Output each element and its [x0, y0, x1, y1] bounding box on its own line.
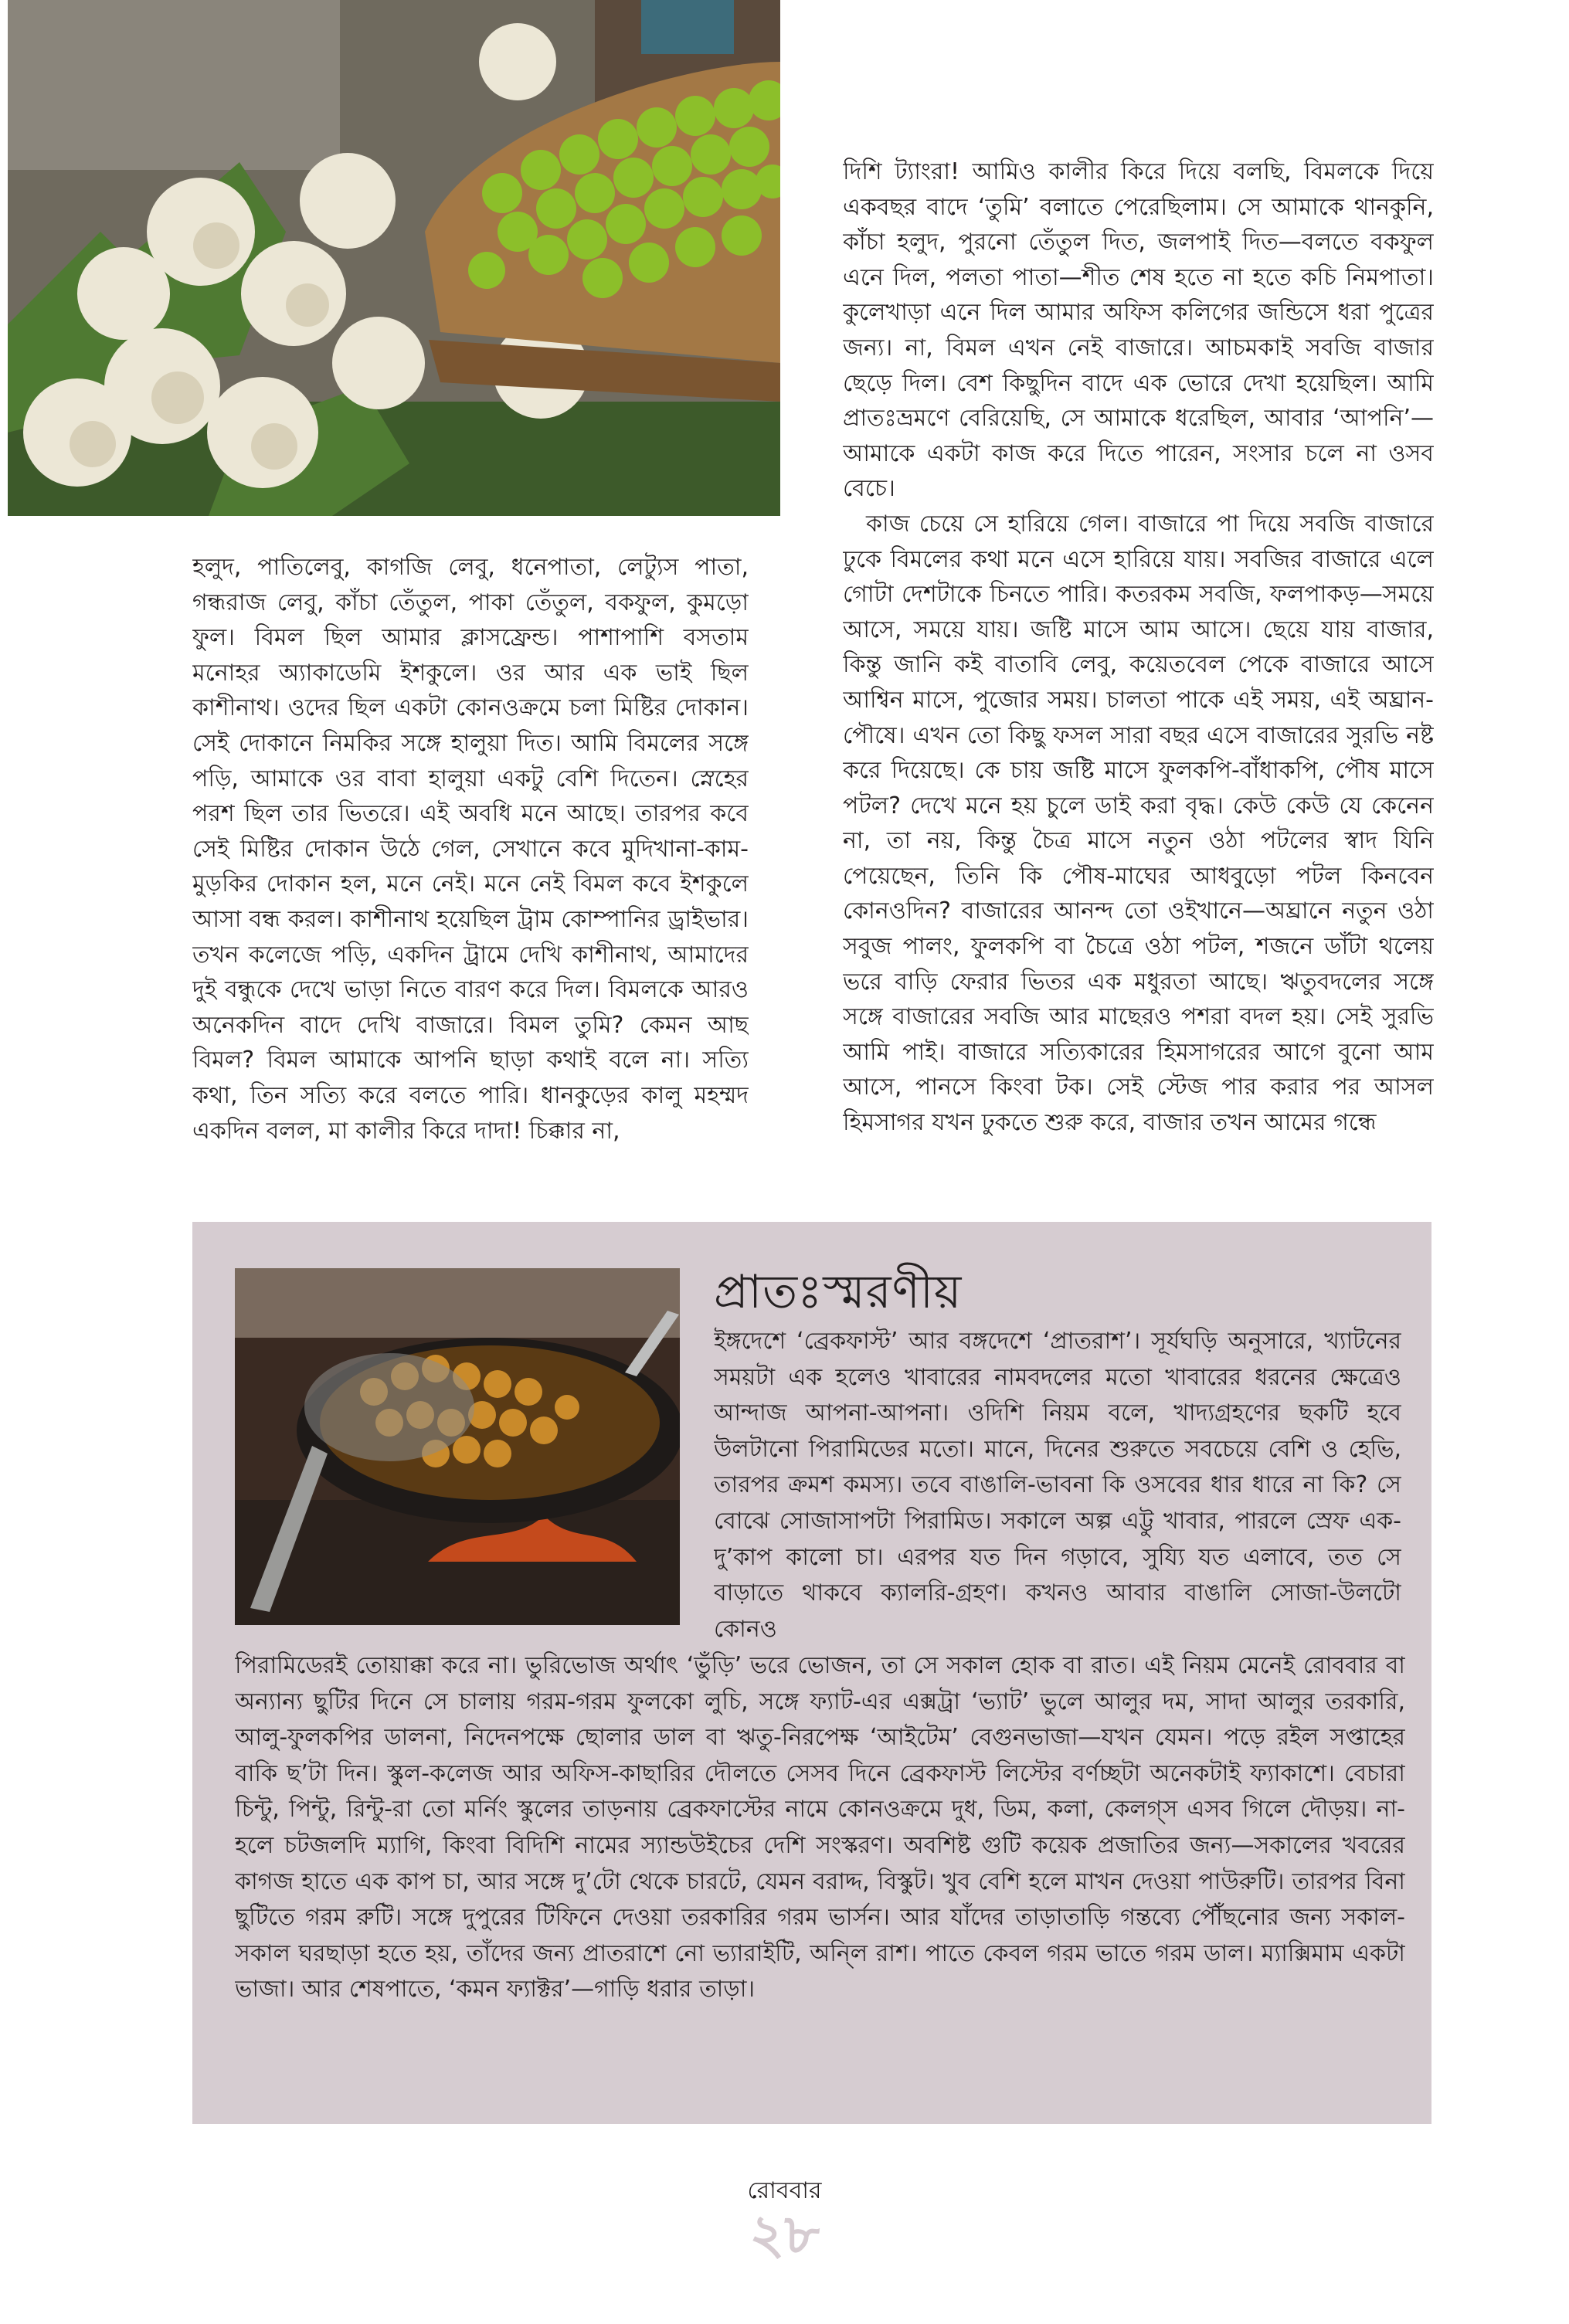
magazine-name: রোববার	[747, 2177, 822, 2204]
sidebar-text-bottom: পিরামিডেরই তোয়াক্কা করে না। ভুরিভোজ অর্থাৎ ‘ভুঁড়ি’ ভরে ভোজন, তা সে সকাল হোক বা রাত। এই নিয়ম মেনেই রোববার বা অন্যান্য ছুটির দিনে সে চালায় গরম-গরম ফুলকো লুচি, সঙ্গে ফ্যাট-এর এক্সট্রা ‘ভ্যাট’ ভুলে আলুর দম, সাদা আলুর তরকারি, আলু-ফুলকপির ডালনা, নিদেনপক্ষে ছোলার ডাল বা ঋতু-নিরপেক্ষ ‘আইটেম’ বেগুনভাজা—যখন যেমন। পড়ে রইল সপ্তাহের বাকি ছ’টা দিন। স্কুল-কলেজ আর অফিস-কাছারির দৌলতে সেসব দিনে ব্রেকফাস্ট লিস্টের বর্ণচ্ছটা অনেকটাই ফ্যাকাশে। বেচারা চিন্টু, পিন্টু, রিন্টু-রা তো মর্নিং স্কুলের তাড়নায় ব্রেকফাস্টের নামে কোনওক্রমে দুধ, ডিম, কলা, কেলগ্স এসব গিলে দৌড়য়। না-হলে চটজলদি ম্যাগি, কিংবা বিদিশি নামের স্যান্ডউইচের দেশি সংস্করণ। অবশিষ্ট গুটি কয়েক প্রজাতির জন্য—সকালের খবরের কাগজ হাতে এক কাপ চা, আর সঙ্গে দু’টো থেকে চারটে, যেমন বরাদ্দ, বিস্কুট। খুব বেশি হলে মাখন দেওয়া পাউরুটি। তারপর বিনা ছুটিতে গরম রুটি। সঙ্গে দুপুরের টিফিনে দেওয়া তরকারির গরম ভার্সন। আর যাঁদের তাড়াতাড়ি গন্তব্যে পৌঁছনোর জন্য সকাল-সকাল ঘরছাড়া হতে হয়, তাঁদের জন্য প্রাতরাশে নো ভ্যারাইটি, অন্লি রাশ। পাতে কেবল গরম ভাতে গরম ডাল। ম্যাক্সিমাম একটা ভাজা। আর শেষপাতে, ‘কমন ফ্যাক্টর’—গাড়ি ধরার তাড়া।	[235, 1652, 1405, 2003]
sidebar-text-top: ইঙ্গদেশে ‘ব্রেকফাস্ট’ আর বঙ্গদেশে ‘প্রাতরাশ’। সূর্যঘড়ি অনুসারে, খ্যাটনের সময়টা এক হলেও খাবারের নামবদলের মতো খাবারের ধরনের ক্ষেত্রেও আন্দাজ আপনা-আপনা। ওদিশি নিয়ম বলে, খাদ্যগ্রহণের ছকটি হবে উলটানো পিরামিডের মতো। মানে, দিনের শুরুতে সবচেয়ে বেশি ও হেভি, তারপর ক্রমশ কমস্য। তবে বাঙালি-ভাবনা কি ওসবের ধার ধারে না কি? সে বোঝে সোজাসাপটা পিরামিড। সকালে অল্প এট্টু খাবার, পারলে স্রেফ এক-দু’কাপ কালো চা। এরপর যত দিন গড়াবে, সুয্যি যত এলাবে, তত সে বাড়াতে থাকবে ক্যালরি-গ্রহণ। কখনও আবার বাঙালি সোজা-উলটো কোনও	[714, 1328, 1401, 1643]
vegetable-market-photo	[8, 0, 780, 516]
frying-wok-photo	[235, 1268, 680, 1625]
article-column-left: হলুদ, পাতিলেবু, কাগজি লেবু, ধনেপাতা, লেট্যুস পাতা, গন্ধরাজ লেবু, কাঁচা তেঁতুল, পাকা তেঁতুল, বকফুল, কুমড়ো ফুল। বিমল ছিল আমার ক্লাসফ্রেন্ড। পাশাপাশি বসতাম মনোহর অ্যাকাডেমি ইশকুলে। ওর আর এক ভাই ছিল কাশীনাথ। ওদের ছিল একটা কোনওক্রমে চলা মিষ্টির দোকান। সেই দোকানে নিমকির সঙ্গে হালুয়া দিত। আমি বিমলের সঙ্গে পড়ি, আমাকে ওর বাবা হালুয়া একটু বেশি দিতেন। স্নেহের পরশ ছিল তার ভিতরে। এই অবধি মনে আছে। তারপর কবে সেই মিষ্টির দোকান উঠে গেল, সেখানে কবে মুদিখানা-কাম-মুড়কির দোকান হল, মনে নেই। মনে নেই বিমল কবে ইশকুলে আসা বন্ধ করল। কাশীনাথ হয়েছিল ট্রাম কোম্পানির ড্রাইভার। তখন কলেজে পড়ি, একদিন ট্রামে দেখি কাশীনাথ, আমাদের দুই বন্ধুকে দেখে ভাড়া নিতে বারণ করে দিল। বিমলকে আরও অনেকদিন বাদে দেখি বাজারে। বিমল তুমি? কেমন আছ বিমল? বিমল আমাকে আপনি ছাড়া কথাই বলে না। সত্যি কথা, তিন সত্যি করে বলতে পারি। ধানকুড়ের কালু মহম্মদ একদিন বলল, মা কালীর কিরে দাদা! চিক্কার না,	[192, 554, 749, 1145]
article-column-right	[843, 154, 1434, 1176]
sidebar-title: প্রাতঃস্মরণীয়	[714, 1265, 963, 1319]
article-paragraph: দিশি ট্যাংরা! আমিও কালীর কিরে দিয়ে বলছি, বিমলকে দিয়ে একবছর বাদে ‘তুমি’ বলাতে পেরেছিলাম। সে আমাকে থানকুনি, কাঁচা হলুদ, পুরনো তেঁতুল দিত, জলপাই দিত—বলতে বকফুল এনে দিল, পলতা পাতা—শীত শেষ হতে না হতে কচি নিমপাতা। কুলেখাড়া এনে দিল আমার অফিস কলিগের জন্ডিসে ধরা পুত্রের জন্য। না, বিমল এখন নেই বাজারে। আচমকাই সবজি বাজার ছেড়ে দিল। বেশ কিছুদিন বাদে এক ভোরে দেখা হয়েছিল। আমি প্রাতঃভ্রমণে বেরিয়েছি, সে আমাকে ধরেছিল, আবার ‘আপনি’—আমাকে একটা কাজ করে দিতে পারেন, সংসার চলে না ওসব বেচে।	[843, 158, 1434, 503]
page-footer	[0, 2176, 1569, 2266]
page-number: ২৮	[749, 2203, 820, 2266]
sidebar-box	[192, 1222, 1431, 2124]
article-paragraph: কাজ চেয়ে সে হারিয়ে গেল। বাজারে পা দিয়ে সবজি বাজারে ঢুকে বিমলের কথা মনে এসে হারিয়ে যায়। সবজির বাজারে এলে গোটা দেশটাকে চিনতে পারি। কতরকম সবজি, ফলপাকড়—সময়ে আসে, সময়ে যায়। জষ্টি মাসে আম আসে। ছেয়ে যায় বাজার, কিন্তু জানি কই বাতাবি লেবু, কয়েতবেল পেকে বাজারে আসে আশ্বিন মাসে, পুজোর সময়। চালতা পাকে এই সময়, এই অঘ্রান-পৌষে। এখন তো কিছু ফসল সারা বছর এসে বাজারের সুরভি নষ্ট করে দিয়েছে। কে চায় জষ্টি মাসে ফুলকপি-বাঁধাকপি, পৌষ মাসে পটল? দেখে মনে হয় চুলে ডাই করা বৃদ্ধ। কেউ কেউ যে কেনেন না, তা নয়, কিন্তু চৈত্র মাসে নতুন ওঠা পটলের স্বাদ যিনি পেয়েছেন, তিনি কি পৌষ-মাঘের আধবুড়ো পটল কিনবেন কোনওদিন? বাজারের আনন্দ তো ওইখানে—অঘ্রানে নতুন ওঠা সবুজ পালং, ফুলকপি বা চৈত্রে ওঠা পটল, শজনে ডাঁটা থলেয় ভরে বাড়ি ফেরার ভিতর এক মধুরতা আছে। ঋতুবদলের সঙ্গে সঙ্গে বাজারের সবজি আর মাছেরও পশরা বদল হয়। সেই সুরভি আমি পাই। বাজারে সত্যিকারের হিমসাগরের আগে বুনো আম আসে, পানসে কিংবা টক। সেই স্টেজ পার করার পর আসল হিমসাগর যখন ঢুকতে শুরু করে, বাজার তখন আমের গন্ধে	[843, 510, 1434, 1137]
